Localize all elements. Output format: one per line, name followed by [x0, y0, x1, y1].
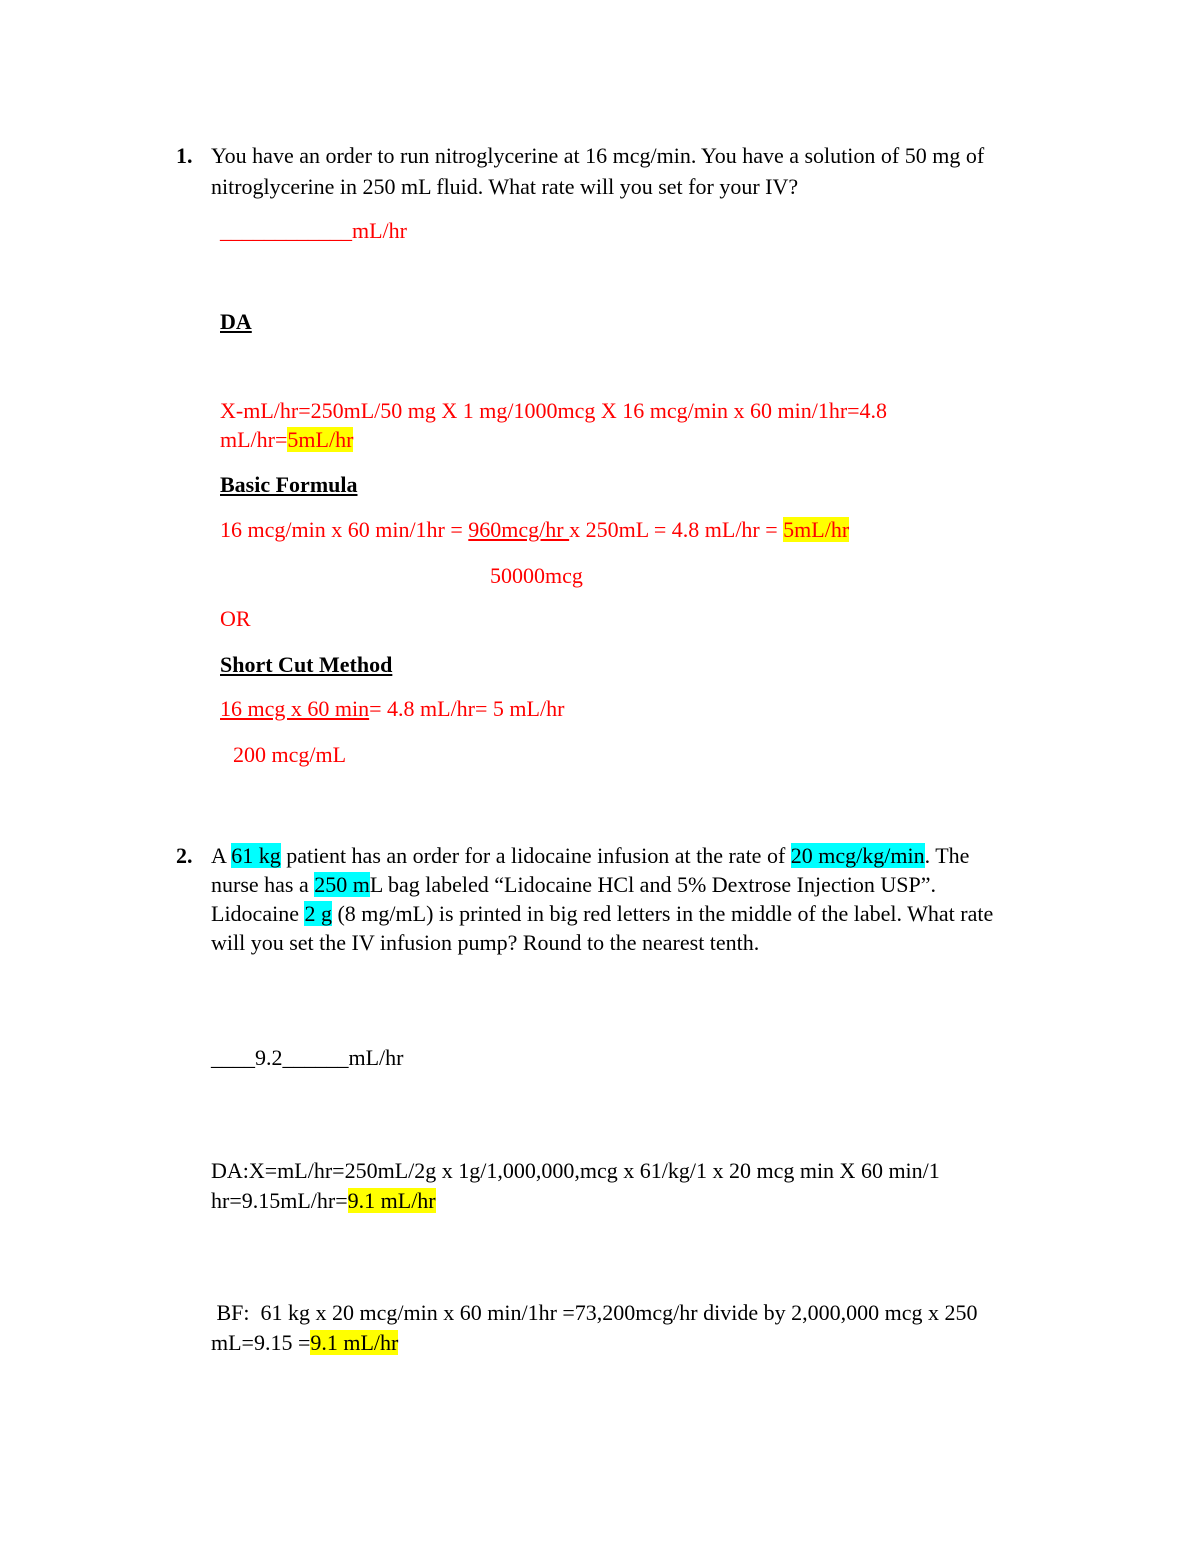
question-2-line-1 [211, 843, 969, 869]
q2-text: A [211, 843, 232, 868]
short-cut-denominator: 200 mcg/mL [233, 742, 347, 767]
highlighted-answer: 5mL/hr [783, 517, 850, 542]
q2-da-line-2 [211, 1188, 436, 1214]
q2-text: nurse has a [211, 872, 315, 897]
bf-text-2: x 250mL = 4.8 mL/hr = [569, 517, 784, 542]
highlighted-answer: 9.1 mL/hr [347, 1188, 436, 1213]
q2-text: . The [924, 843, 970, 868]
basic-formula-denominator: 50000mcg [490, 563, 583, 588]
question-1-line-2: nitroglycerine in 250 mL fluid. What rate will you set for your IV? [211, 174, 799, 199]
q2-text: (8 mg/mL) is printed in big red letters in the middle of the label. What rate [331, 901, 994, 926]
highlighted-answer: 5mL/hr [287, 427, 354, 452]
da-calculation-line-2 [220, 427, 353, 453]
short-cut-line [220, 696, 564, 722]
da-text: mL/hr= [220, 427, 288, 452]
bf-numerator: 960mcg/hr [468, 517, 570, 542]
q2-da-text: hr=9.15mL/hr= [211, 1188, 348, 1213]
or-text: OR [220, 606, 251, 631]
sc-numerator: 16 mcg x 60 min [220, 696, 370, 721]
highlight-rate: 20 mcg/kg/min [790, 843, 925, 868]
short-cut-heading: Short Cut Method [220, 652, 393, 677]
da-heading: DA [220, 309, 252, 334]
question-2-line-2 [211, 872, 936, 898]
q2-bf-text: mL=9.15 = [211, 1330, 311, 1355]
q2-bf-line-1: BF: 61 kg x 20 mcg/min x 60 min/1hr =73,200mcg/hr divide by 2,000,000 mcg x 250 [211, 1300, 978, 1325]
question-2-line-4: will you set the IV infusion pump? Round to the nearest tenth. [211, 930, 760, 955]
da-calculation-line-1: X-mL/hr=250mL/50 mg X 1 mg/1000mcg X 16 mcg/min x 60 min/1hr=4.8 [220, 398, 888, 423]
q2-bf-line-2 [211, 1330, 398, 1356]
highlight-volume: 250 m [314, 872, 370, 897]
question-1-line-1: You have an order to run nitroglycerine at 16 mcg/min. You have a solution of 50 mg of [211, 143, 985, 168]
q2-da-line-1: DA:X=mL/hr=250mL/2g x 1g/1,000,000,mcg x 61/kg/1 x 20 mcg min X 60 min/1 [211, 1158, 940, 1183]
answer-blank-line: ____________ [220, 218, 352, 243]
question-2-answer: ____9.2______mL/hr [211, 1045, 404, 1070]
question-1-answer-blank [220, 218, 407, 244]
basic-formula-heading: Basic Formula [220, 472, 358, 497]
highlight-weight: 61 kg [231, 843, 281, 868]
highlighted-answer: 9.1 mL/hr [310, 1330, 399, 1355]
highlight-dose: 2 g [304, 901, 332, 926]
question-1-number: 1. [176, 143, 193, 168]
question-2-line-3 [211, 901, 993, 927]
q2-text: patient has an order for a lidocaine infusion at the rate of [280, 843, 791, 868]
q2-text: Lidocaine [211, 901, 305, 926]
bf-text-1: 16 mcg/min x 60 min/1hr = [220, 517, 469, 542]
sc-text: = 4.8 mL/hr= 5 mL/hr [369, 696, 565, 721]
q2-text: L bag labeled “Lidocaine HCl and 5% Dextrose Injection USP”. [369, 872, 936, 897]
answer-unit: mL/hr [352, 218, 407, 243]
basic-formula-line [220, 517, 849, 543]
question-2-number: 2. [176, 843, 193, 868]
